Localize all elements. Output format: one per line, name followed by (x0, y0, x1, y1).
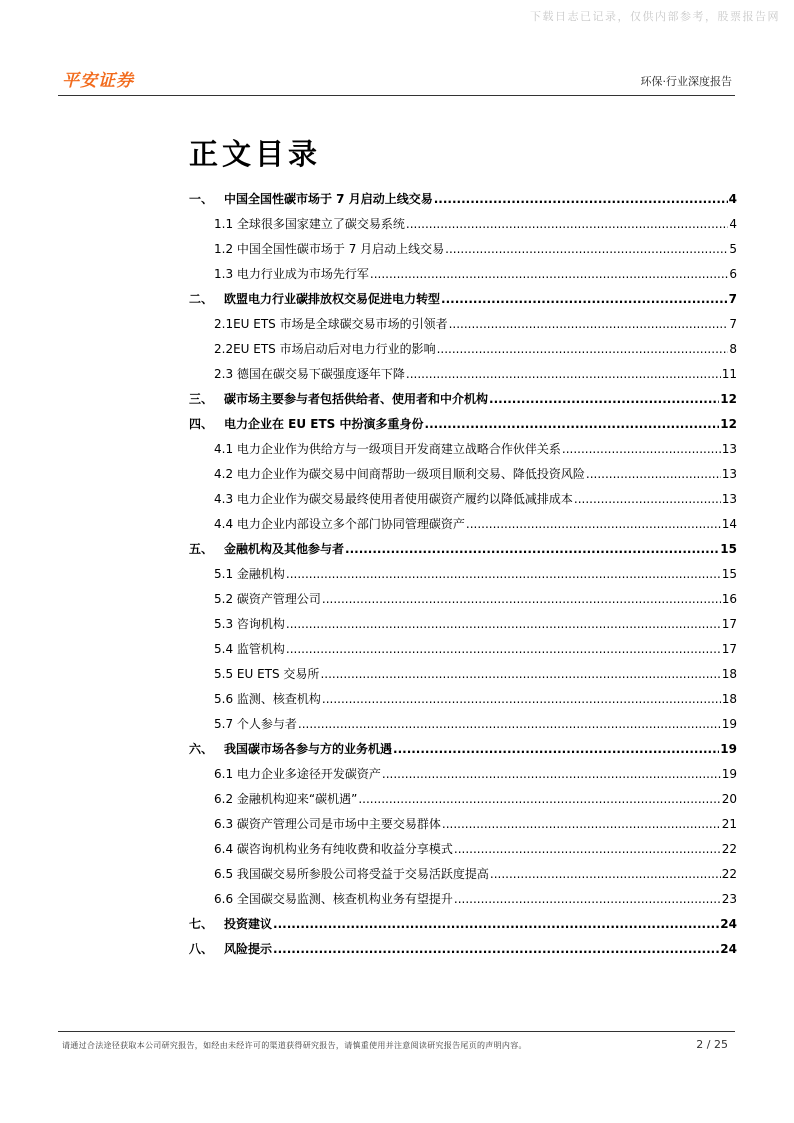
toc-entry-title: 5.3 咨询机构 (214, 617, 285, 631)
toc-entry-page: 15 (721, 567, 737, 581)
toc-dot-leader (454, 839, 721, 859)
toc-entry-title: 碳市场主要参与者包括供给者、使用者和中介机构 (224, 392, 489, 406)
toc-section-entry[interactable] (189, 214, 737, 239)
toc-entry-title: 1.3 电力行业成为市场先行军 (214, 267, 369, 281)
toc-entry-title: 我国碳市场各参与方的业务机遇 (224, 742, 393, 756)
toc-entry-page: 17 (721, 617, 737, 631)
toc-dot-leader (406, 214, 728, 234)
toc-dot-leader (562, 439, 721, 459)
toc-entry-title: 风险提示 (224, 942, 273, 956)
toc-entry-page: 19 (721, 767, 737, 781)
toc-section-entry[interactable] (189, 889, 737, 914)
toc-section-entry[interactable] (189, 314, 737, 339)
toc-chapter-entry[interactable] (189, 914, 737, 939)
brand-logo: 平安证券 (62, 71, 134, 91)
toc-dot-leader (286, 564, 721, 584)
toc-dot-leader (322, 589, 721, 609)
toc-section-entry[interactable] (189, 489, 737, 514)
toc-entry-page: 20 (721, 792, 737, 806)
report-category: 环保·行业深度报告 (640, 75, 732, 88)
toc-section-entry[interactable] (189, 264, 737, 289)
toc-section-entry[interactable] (189, 864, 737, 889)
toc-section-entry[interactable] (189, 339, 737, 364)
toc-chapter-entry[interactable] (189, 739, 737, 764)
toc-section-entry[interactable] (189, 664, 737, 689)
toc-entry-page: 24 (720, 942, 737, 956)
toc-entry-page: 21 (721, 817, 737, 831)
toc-entry-page: 12 (720, 417, 737, 431)
toc-entry-number: 一、 (189, 192, 214, 206)
toc-section-entry[interactable] (189, 589, 737, 614)
footer-disclaimer: 请通过合法途径获取本公司研究报告，如经由未经许可的渠道获得研究报告，请慎重使用并注意阅读研究报告尾页的声明内容。 (62, 1041, 527, 1050)
toc-entry-title: 5.2 碳资产管理公司 (214, 592, 321, 606)
toc-entry-page: 4 (729, 217, 737, 231)
toc-section-entry[interactable] (189, 514, 737, 539)
toc-entry-title: 1.1 全球很多国家建立了碳交易系统 (214, 217, 405, 231)
toc-entry-page: 7 (729, 317, 737, 331)
toc-entry-number: 三、 (189, 392, 214, 406)
toc-section-entry[interactable] (189, 639, 737, 664)
toc-entry-title: 5.4 监管机构 (214, 642, 285, 656)
toc-chapter-entry[interactable] (189, 289, 737, 314)
toc-entry-page: 13 (721, 492, 737, 506)
toc-entry-page: 19 (720, 742, 737, 756)
watermark-text: 下载日志已记录，仅供内部参考，股票报告网 (530, 10, 780, 23)
toc-dot-leader (345, 539, 719, 559)
toc-dot-leader (441, 289, 728, 309)
toc-dot-leader (445, 239, 728, 259)
toc-entry-number: 八、 (189, 942, 214, 956)
page-number: 2 / 25 (696, 1038, 728, 1051)
toc-section-entry[interactable] (189, 814, 737, 839)
toc-chapter-entry[interactable] (189, 939, 737, 964)
toc-entry-page: 22 (721, 867, 737, 881)
toc-entry-number: 四、 (189, 417, 214, 431)
toc-entry-page: 13 (721, 442, 737, 456)
toc-dot-leader (434, 189, 728, 209)
toc-section-entry[interactable] (189, 239, 737, 264)
table-of-contents (189, 189, 737, 964)
toc-dot-leader (286, 639, 721, 659)
toc-entry-title: 5.1 金融机构 (214, 567, 285, 581)
toc-section-entry[interactable] (189, 439, 737, 464)
toc-section-entry[interactable] (189, 689, 737, 714)
toc-entry-title: 4.3 电力企业作为碳交易最终使用者使用碳资产履约以降低减排成本 (214, 492, 573, 506)
toc-dot-leader (273, 939, 719, 959)
toc-entry-title: 5.7 个人参与者 (214, 717, 297, 731)
toc-entry-number: 五、 (189, 542, 214, 556)
footer-divider (58, 1031, 735, 1032)
toc-entry-page: 18 (721, 692, 737, 706)
toc-entry-title: 5.6 监测、核查机构 (214, 692, 321, 706)
toc-section-entry[interactable] (189, 464, 737, 489)
toc-entry-page: 13 (721, 467, 737, 481)
toc-dot-leader (273, 914, 719, 934)
toc-entry-title: 欧盟电力行业碳排放权交易促进电力转型 (224, 292, 441, 306)
toc-entry-title: 4.4 电力企业内部设立多个部门协同管理碳资产 (214, 517, 465, 531)
toc-entry-title: 6.4 碳咨询机构业务有纯收费和收益分享模式 (214, 842, 453, 856)
toc-dot-leader (586, 464, 721, 484)
toc-entry-title: 6.2 金融机构迎来“碳机遇” (214, 792, 358, 806)
toc-dot-leader (358, 789, 720, 809)
toc-entry-number: 二、 (189, 292, 214, 306)
toc-dot-leader (370, 264, 728, 284)
toc-section-entry[interactable] (189, 564, 737, 589)
toc-dot-leader (449, 314, 729, 334)
toc-entry-title: 4.2 电力企业作为碳交易中间商帮助一级项目顺利交易、降低投资风险 (214, 467, 585, 481)
toc-entry-page: 19 (721, 717, 737, 731)
toc-entry-page: 14 (721, 517, 737, 531)
toc-section-entry[interactable] (189, 789, 737, 814)
toc-entry-page: 22 (721, 842, 737, 856)
toc-section-entry[interactable] (189, 714, 737, 739)
toc-chapter-entry[interactable] (189, 414, 737, 439)
toc-entry-title: 5.5 EU ETS 交易所 (214, 667, 320, 681)
toc-section-entry[interactable] (189, 614, 737, 639)
toc-entry-page: 5 (729, 242, 737, 256)
toc-entry-title: 电力企业在 EU ETS 中扮演多重身份 (224, 417, 424, 431)
toc-entry-title: 6.6 全国碳交易监测、核查机构业务有望提升 (214, 892, 453, 906)
toc-entry-title: 1.2 中国全国性碳市场于 7 月启动上线交易 (214, 242, 445, 256)
toc-entry-page: 4 (728, 192, 737, 206)
toc-dot-leader (466, 514, 721, 534)
toc-entry-page: 24 (720, 917, 737, 931)
toc-entry-title: 6.3 碳资产管理公司是市场中主要交易群体 (214, 817, 441, 831)
toc-entry-number: 六、 (189, 742, 214, 756)
toc-entry-page: 12 (720, 392, 737, 406)
toc-section-entry[interactable] (189, 764, 737, 789)
toc-section-entry[interactable] (189, 364, 737, 389)
header-divider (58, 95, 735, 96)
toc-entry-page: 6 (729, 267, 737, 281)
toc-entry-page: 17 (721, 642, 737, 656)
toc-dot-leader (393, 739, 719, 759)
toc-dot-leader (322, 689, 721, 709)
toc-entry-title: 6.1 电力企业多途径开发碳资产 (214, 767, 381, 781)
toc-chapter-entry[interactable] (189, 539, 737, 564)
toc-entry-title: 4.1 电力企业作为供给方与一级项目开发商建立战略合作伙伴关系 (214, 442, 561, 456)
toc-dot-leader (425, 414, 720, 434)
toc-dot-leader (437, 339, 729, 359)
toc-chapter-entry[interactable] (189, 189, 737, 214)
toc-entry-title: 6.5 我国碳交易所参股公司将受益于交易活跃度提高 (214, 867, 489, 881)
toc-dot-leader (406, 364, 721, 384)
toc-entry-number: 七、 (189, 917, 214, 931)
page-title: 正文目录 (189, 137, 322, 171)
toc-entry-title: 2.2EU ETS 市场启动后对电力行业的影响 (214, 342, 436, 356)
toc-entry-page: 8 (729, 342, 737, 356)
toc-dot-leader (574, 489, 721, 509)
toc-section-entry[interactable] (189, 839, 737, 864)
toc-entry-page: 23 (721, 892, 737, 906)
toc-entry-title: 投资建议 (224, 917, 273, 931)
toc-dot-leader (298, 714, 721, 734)
toc-dot-leader (489, 389, 719, 409)
toc-entry-page: 7 (728, 292, 737, 306)
toc-entry-page: 11 (721, 367, 737, 381)
toc-dot-leader (442, 814, 721, 834)
toc-entry-title: 2.3 德国在碳交易下碳强度逐年下降 (214, 367, 405, 381)
toc-entry-page: 16 (721, 592, 737, 606)
toc-dot-leader (382, 764, 721, 784)
toc-entry-title: 2.1EU ETS 市场是全球碳交易市场的引领者 (214, 317, 448, 331)
toc-dot-leader (320, 664, 720, 684)
toc-chapter-entry[interactable] (189, 389, 737, 414)
toc-dot-leader (490, 864, 721, 884)
toc-entry-title: 中国全国性碳市场于 7 月启动上线交易 (224, 192, 433, 206)
toc-dot-leader (286, 614, 721, 634)
toc-entry-title: 金融机构及其他参与者 (224, 542, 345, 556)
toc-dot-leader (454, 889, 721, 909)
toc-entry-page: 18 (721, 667, 737, 681)
toc-entry-page: 15 (720, 542, 737, 556)
